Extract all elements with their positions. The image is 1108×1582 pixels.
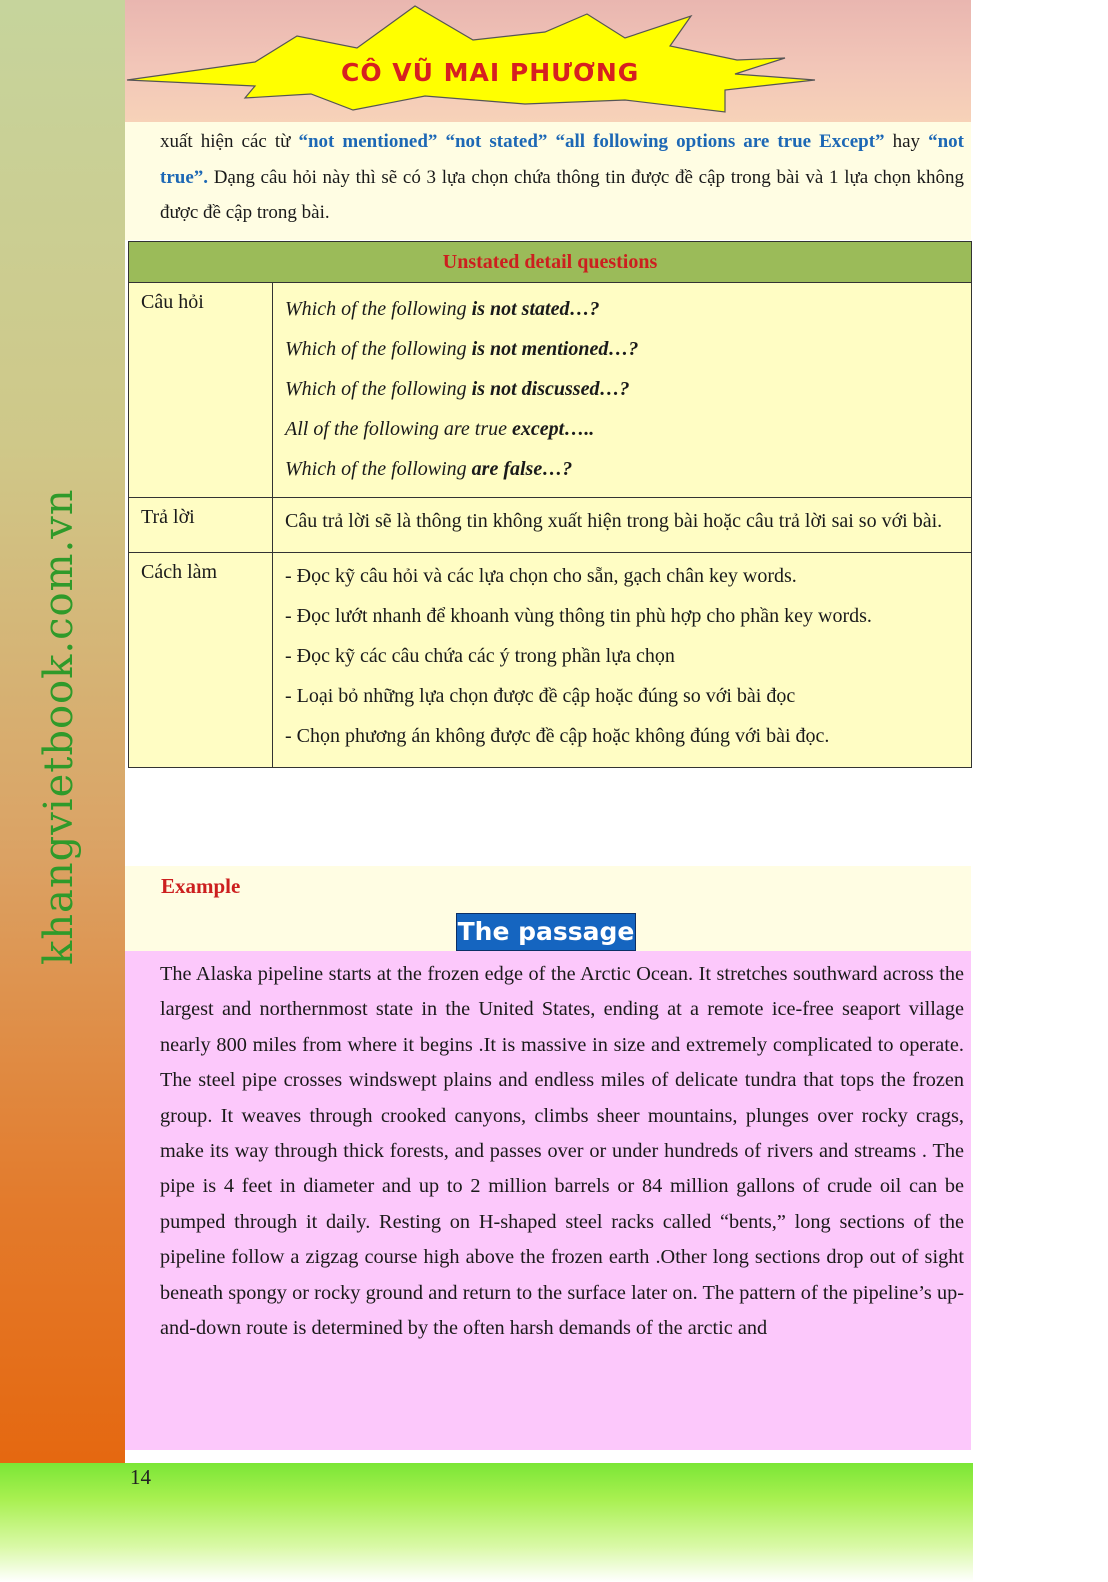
sidebar-watermark: khangvietbook.com.vn [36, 488, 82, 965]
method-step: - Đọc kỹ câu hỏi và các lựa chọn cho sẵn, gạch chân key words. [285, 565, 797, 587]
question-lead: Which of the following [285, 378, 472, 400]
question-keyword: are false…? [471, 458, 573, 480]
question-item [285, 369, 959, 409]
table-row [129, 283, 972, 498]
question-lead: Which of the following [285, 458, 472, 480]
row-label-cau-hoi: Câu hỏi [129, 283, 273, 498]
question-keyword: is not stated…? [471, 298, 600, 320]
question-item [285, 409, 959, 449]
left-sidebar [0, 0, 125, 1475]
question-lead: Which of the following [285, 338, 472, 360]
method-steps [273, 553, 972, 768]
page-number: 14 [130, 1465, 151, 1489]
row-label-tra-loi: Trả lời [129, 498, 273, 553]
question-item [285, 449, 959, 489]
table-title: Unstated detail questions [129, 242, 972, 283]
keyword-not-mentioned: “not mentioned” [298, 131, 438, 152]
question-lead: All of the following are true [285, 418, 513, 440]
method-step: - Đọc lướt nhanh để khoanh vùng thông tin phù hợp cho phần key words. [285, 605, 872, 627]
question-lead: Which of the following [285, 298, 472, 320]
question-keyword: except….. [512, 418, 595, 440]
question-list [273, 283, 972, 498]
intro-paragraph [160, 124, 964, 231]
intro-text: Dạng câu hỏi này thì sẽ có 3 lựa chọn chứa thông tin được đề cập trong bài và 1 lựa chọn không được đề cập trong bài. [160, 166, 964, 223]
table-row [129, 553, 972, 768]
table-row [129, 498, 972, 553]
keyword-not-stated: “not stated” [445, 131, 548, 152]
passage-text: The Alaska pipeline starts at the frozen edge of the Arctic Ocean. It stretches southward across the largest and northernmost state in the United States, ending at a remote ice-free seaport village nearly 800 miles from where it begins .It is massive in size and extremely complicated to operate. The steel pipe crosses windswept plains and endless miles of delicate tundra that tops the frozen group. It weaves through crooked canyons, climbs sheer mountains, plunges over rocky crags, make its way through thick forests, and passes over or under hundreds of rivers and streams . The pipe is 4 feet in diameter and up to 2 million barrels or 84 million gallons of crude oil can be pumped through it daily. Resting on H-shaped steel racks called “bents,” long sections of the pipeline follow a zigzag course high above the frozen earth .Other long sections drop out of sight beneath spongy or rocky ground and return to the surface later on. The pattern of the pipeline’s up-and-down route is determined by the often harsh demands of the arctic and [160, 963, 964, 1340]
header-banner [125, 0, 971, 122]
example-label: Example [161, 874, 241, 898]
method-step: - Loại bỏ những lựa chọn được đề cập hoặc đúng so với bài đọc [285, 685, 796, 707]
method-step: - Đọc kỹ các câu chứa các ý trong phần lựa chọn [285, 645, 675, 667]
answer-text: Câu trả lời sẽ là thông tin không xuất hiện trong bài hoặc câu trả lời sai so với bài. [285, 510, 943, 532]
row-label-cach-lam: Cách làm [129, 553, 273, 768]
author-title: CÔ VŨ MAI PHƯƠNG [341, 58, 640, 87]
keyword-all-options-true-except: “all following options are true Except” [555, 131, 885, 152]
passage-title: The passage [456, 913, 636, 951]
question-keyword: is not mentioned…? [471, 338, 639, 360]
table-header-row [129, 242, 972, 283]
method-step: - Chọn phương án không được đề cập hoặc không đúng với bài đọc. [285, 725, 830, 747]
intro-text: hay [884, 131, 929, 152]
answer-description [273, 498, 972, 553]
question-type-table [128, 241, 972, 768]
intro-text: xuất hiện các từ [160, 131, 299, 152]
question-item [285, 329, 959, 369]
question-item [285, 289, 959, 329]
keyword-not-true: “not true”. [160, 131, 964, 188]
question-keyword: is not discussed…? [471, 378, 630, 400]
